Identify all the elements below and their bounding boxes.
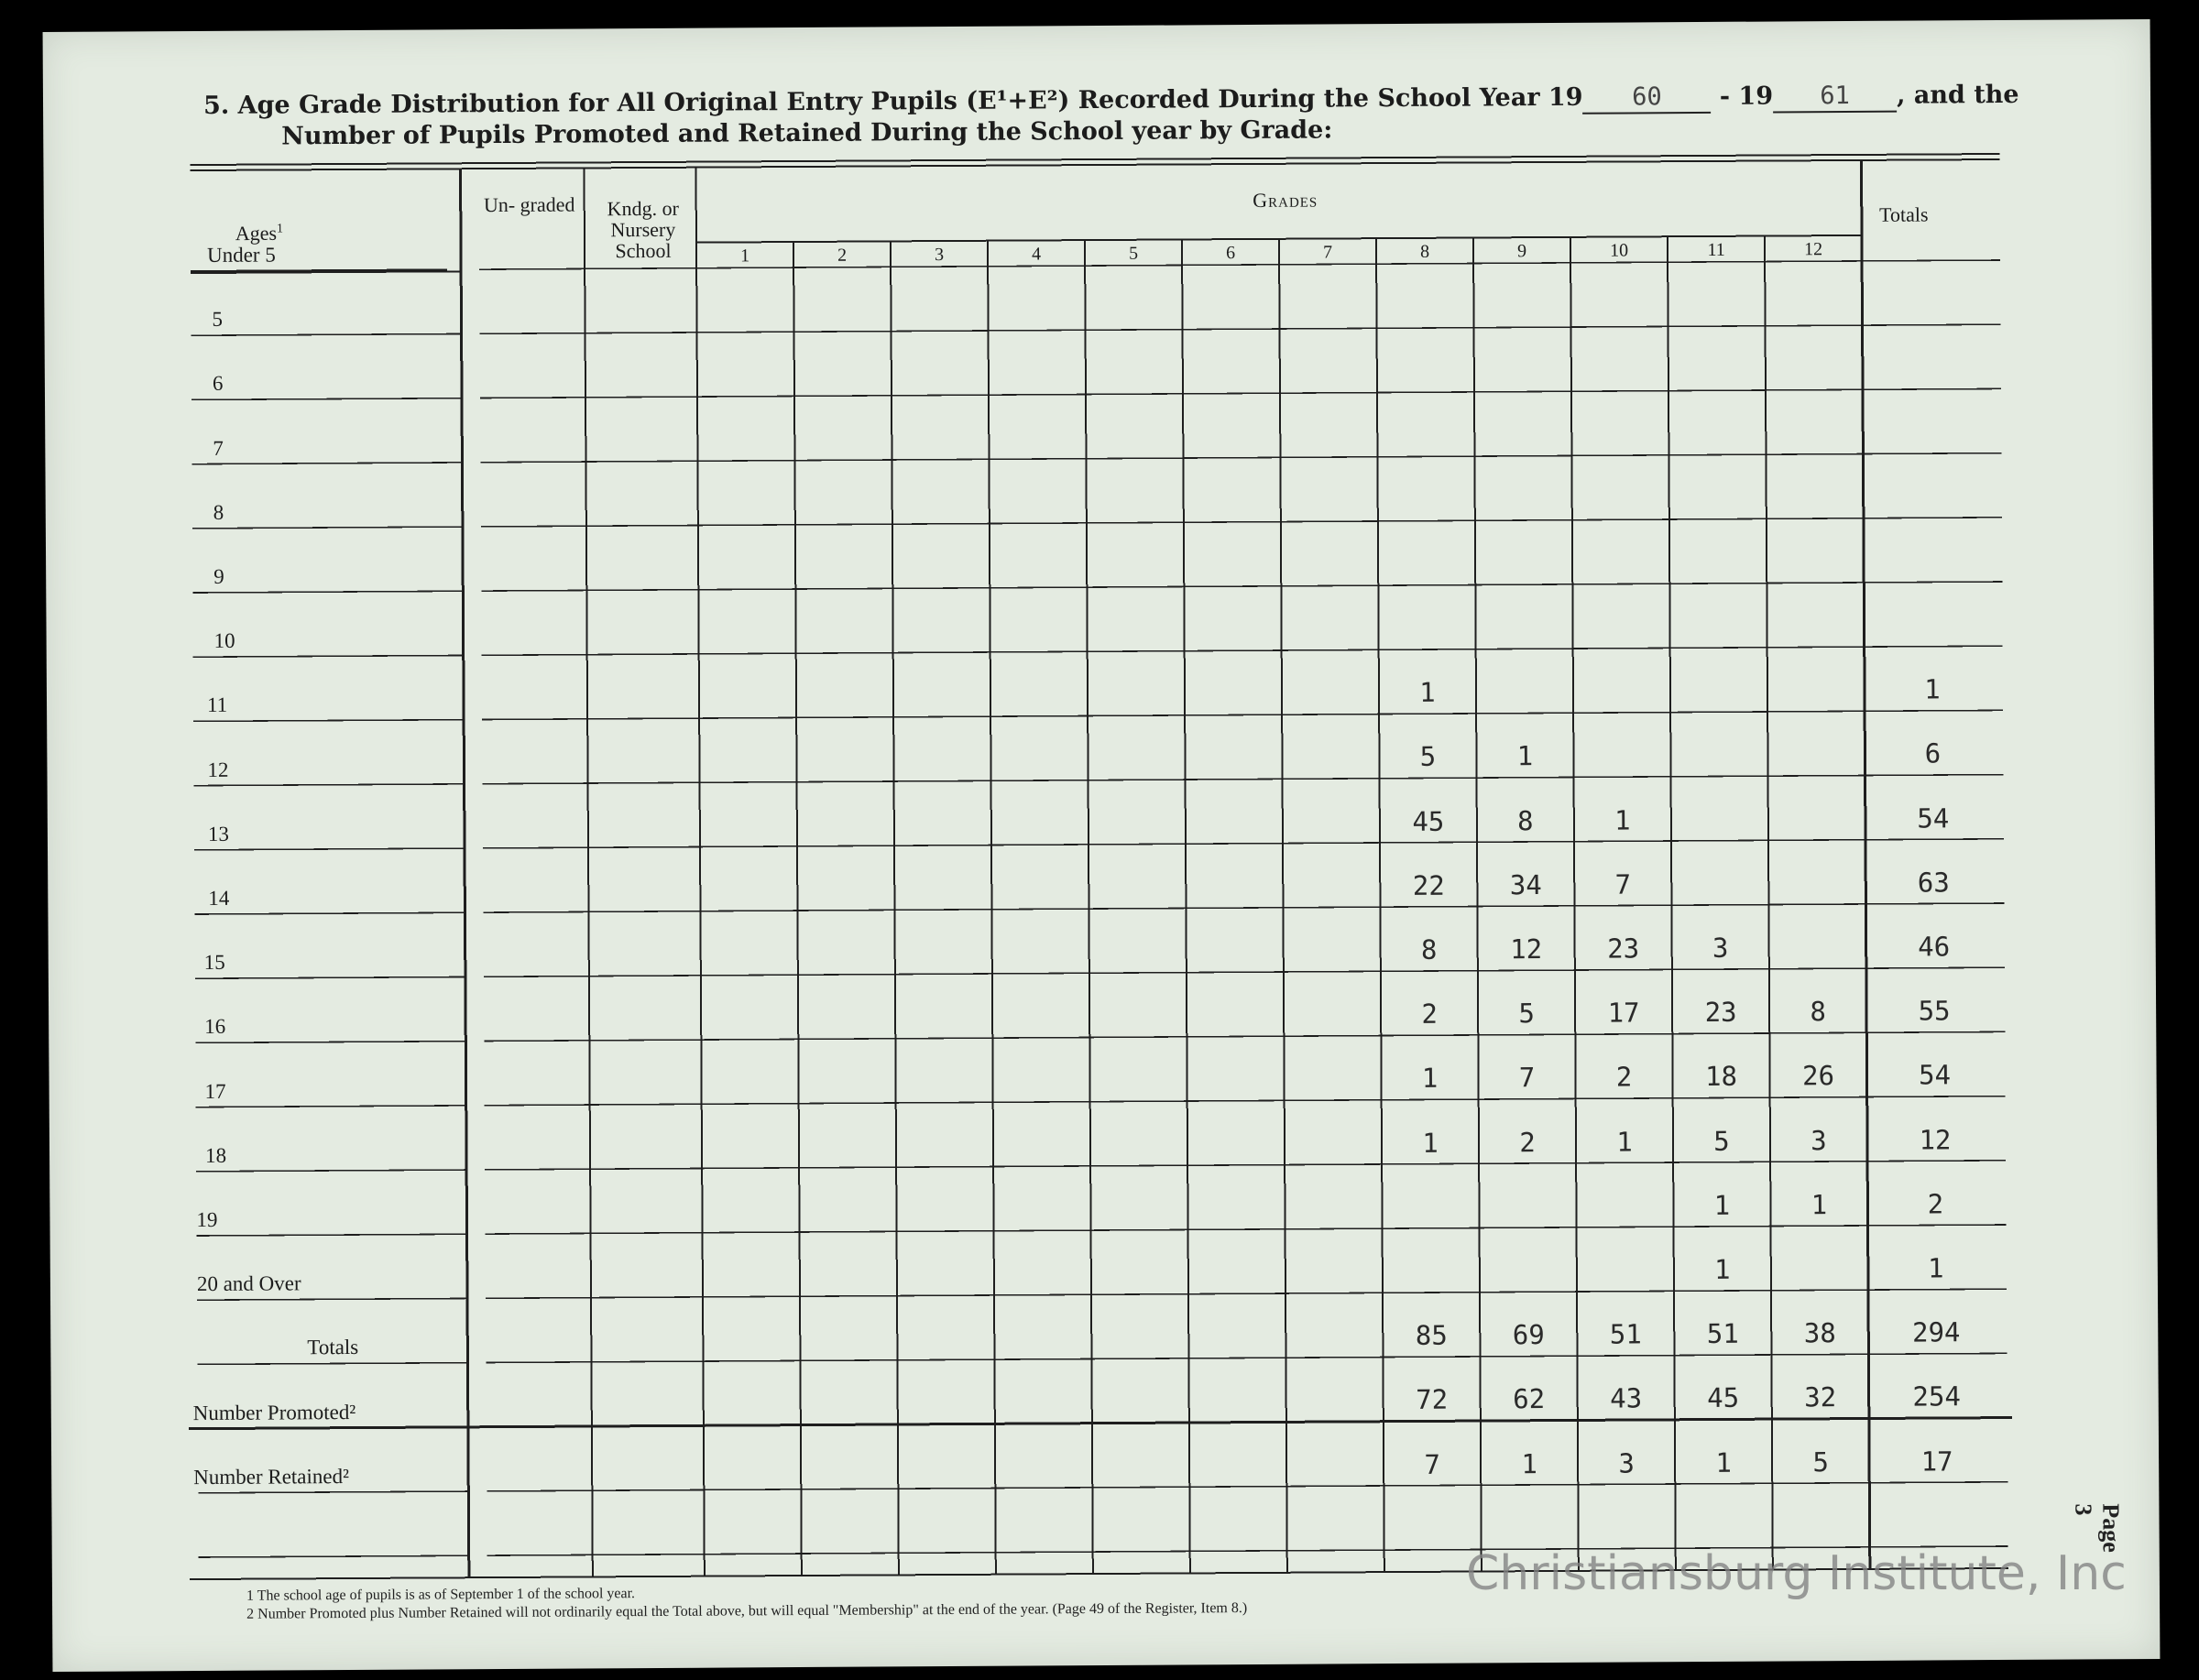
title-suffix: , and the [1896, 80, 2019, 110]
cell-value: 5 [1518, 998, 1535, 1030]
label-line-8 [194, 784, 465, 786]
row-line-4 [481, 518, 2002, 527]
row-total-value: 63 [1917, 867, 1950, 899]
cell-value: 43 [1610, 1382, 1643, 1415]
row-total-value: 54 [1917, 802, 1950, 835]
col-line-grade-7 [1376, 238, 1384, 1572]
cell-value: 51 [1609, 1318, 1642, 1350]
form-page [43, 19, 2161, 1672]
row-total-value: 2 [1927, 1188, 1944, 1220]
row-label: 11 [206, 693, 228, 717]
title-prefix: 5. Age Grade Distribution for All Original Entry Pupils (E¹+E²) Recorded During the School Year 19 [202, 82, 1583, 120]
row-line-17 [486, 1353, 2007, 1362]
label-line-11 [195, 976, 465, 978]
cell-value: 8 [1810, 996, 1826, 1028]
grade-number-4: 4 [1031, 244, 1042, 265]
cell-value: 1 [1715, 1446, 1732, 1478]
cell-value: 1 [1714, 1253, 1731, 1285]
row-line-10 [483, 903, 2004, 912]
cell-value: 5 [1419, 741, 1437, 773]
row-line-15 [486, 1225, 2007, 1234]
label-line-10 [194, 912, 465, 914]
label-line-19 [198, 1491, 468, 1493]
cell-value: 69 [1512, 1319, 1545, 1351]
year-start: 60 [1582, 82, 1711, 115]
label-line-9 [194, 848, 465, 850]
col-line-grade-11 [1765, 236, 1773, 1570]
row-total-value: 6 [1924, 737, 1942, 769]
totals-heavy-rule [189, 1418, 2012, 1429]
grade-number-2: 2 [837, 245, 848, 266]
row-label: 9 [213, 564, 224, 588]
label-line-15 [197, 1234, 467, 1236]
watermark: Christiansburg Institute, Inc [1466, 1546, 2127, 1601]
cell-value: 3 [1712, 932, 1729, 964]
row-line-19 [487, 1482, 2008, 1491]
cell-value: 1 [1521, 1447, 1537, 1479]
cell-value: 45 [1707, 1382, 1740, 1414]
cell-value: 1 [1419, 676, 1436, 709]
row-label: 13 [207, 822, 229, 845]
col-line-grade-8 [1473, 238, 1482, 1572]
label-line-5 [192, 591, 463, 593]
row-total-value: 54 [1918, 1059, 1952, 1091]
cell-value: 2 [1615, 1061, 1633, 1093]
row-label: 7 [213, 436, 224, 460]
ungraded-header: Un- graded [483, 192, 575, 217]
cell-value: 2 [1421, 998, 1438, 1031]
row-total-value: 294 [1911, 1316, 1961, 1348]
row-label: 8 [213, 500, 224, 524]
row-line-16 [486, 1289, 2007, 1298]
row-line-2 [480, 388, 2001, 398]
row-label: 16 [204, 1015, 226, 1039]
col-line-grade-1 [793, 242, 802, 1576]
cell-value: 17 [1607, 997, 1640, 1029]
row-line-6 [482, 646, 2003, 655]
cell-value: 1 [1516, 740, 1534, 772]
label-line-14 [196, 1170, 466, 1172]
cell-value: 8 [1517, 804, 1534, 836]
row-line-3 [480, 453, 2001, 463]
label-line-12 [195, 1042, 465, 1043]
col-line-grade-2 [891, 241, 899, 1575]
row-total-value: 46 [1918, 931, 1951, 963]
cell-value: 7 [1614, 868, 1632, 900]
cell-value: 72 [1416, 1384, 1449, 1416]
footnote-1: 1 The school age of pupils is as of September 1 of the school year. [246, 1586, 636, 1604]
totals-header: Totals [1878, 202, 1929, 226]
row-label: 15 [203, 951, 225, 975]
grade-number-8: 8 [1419, 241, 1430, 262]
grade-number-3: 3 [934, 245, 945, 266]
cell-value: 2 [1519, 1126, 1536, 1158]
row-total-value: 12 [1919, 1123, 1952, 1156]
grade-number-6: 6 [1225, 243, 1236, 264]
year-end: 61 [1773, 82, 1897, 114]
cell-value: 18 [1704, 1061, 1738, 1093]
title-line2: Number of Pupils Promoted and Retained During the School year by Grade: [281, 115, 1333, 151]
label-line-3 [191, 463, 462, 464]
row-label: Totals [307, 1336, 359, 1359]
grade-number-12: 12 [1803, 239, 1823, 260]
grade-number-9: 9 [1516, 241, 1527, 262]
row-label: 10 [213, 628, 235, 653]
row-label: Number Promoted² [192, 1400, 356, 1424]
ages-header: Ages$^1$ [235, 221, 284, 245]
col-line-grade-6 [1279, 239, 1287, 1573]
label-line-6 [193, 655, 464, 657]
cell-value: 22 [1412, 869, 1445, 901]
row-total-value: 1 [1927, 1252, 1944, 1284]
cell-value: 8 [1420, 933, 1438, 965]
row-label: Under 5 [206, 243, 276, 267]
title-sep: - 19 [1719, 82, 1774, 111]
grade-number-10: 10 [1609, 240, 1629, 261]
row-total-value: 55 [1918, 995, 1951, 1027]
row-label: 17 [204, 1079, 226, 1103]
row-line-5 [481, 582, 2002, 591]
row-line-9 [483, 839, 2004, 848]
table-grid [43, 19, 2161, 1672]
row-line-11 [484, 967, 2005, 976]
grade-number-11: 11 [1707, 239, 1725, 260]
row-line-8 [483, 775, 2004, 784]
cell-value: 12 [1510, 933, 1543, 965]
row-total-value: 17 [1920, 1445, 1953, 1478]
cell-value: 32 [1804, 1381, 1837, 1413]
cell-value: 3 [1618, 1447, 1635, 1479]
cell-value: 23 [1704, 996, 1737, 1029]
cell-value: 51 [1706, 1317, 1739, 1350]
grade-number-7: 7 [1322, 242, 1333, 263]
cell-value: 1 [1422, 1127, 1439, 1159]
label-line-17 [197, 1363, 467, 1365]
col-line-ungraded [584, 168, 592, 1576]
col-line-grade-3 [988, 241, 996, 1575]
cell-value: 38 [1803, 1317, 1836, 1349]
label-line-4 [192, 527, 463, 529]
row-total-value: 254 [1912, 1380, 1961, 1413]
cell-value: 85 [1415, 1319, 1448, 1352]
label-line-20 [199, 1555, 469, 1557]
col-line-kndg [695, 168, 704, 1576]
row-line-14 [485, 1161, 2006, 1170]
header-rule-top [190, 154, 1999, 165]
cell-value: 26 [1801, 1060, 1835, 1092]
cell-value: 1 [1713, 1189, 1731, 1221]
kindergarten-header: Kndg. or Nursery School [607, 196, 679, 263]
col-line-grade-10 [1668, 236, 1676, 1570]
grade-number-5: 5 [1128, 243, 1139, 264]
row-line-7 [482, 710, 2003, 719]
grades-header: Grades [1253, 188, 1318, 212]
page-label: Page 3 [2070, 1503, 2125, 1553]
label-line-2 [191, 398, 462, 400]
cell-value: 1 [1811, 1188, 1828, 1221]
cell-value: 45 [1412, 805, 1445, 837]
cell-value: 1 [1421, 1063, 1439, 1095]
cell-value: 7 [1424, 1448, 1440, 1480]
row-label: 14 [208, 886, 230, 910]
row-label: 18 [204, 1143, 227, 1167]
row-label: 12 [207, 758, 229, 781]
row-label: 5 [212, 308, 224, 332]
cell-value: 1 [1616, 1126, 1633, 1158]
row-label: 19 [196, 1207, 218, 1232]
cell-value: 62 [1513, 1383, 1546, 1415]
col-line-grades-end [1861, 160, 1869, 1569]
col-line-grade-9 [1570, 237, 1579, 1571]
cell-value: 5 [1812, 1445, 1829, 1478]
row-label: 20 and Over [196, 1271, 301, 1296]
col-line-grade-5 [1182, 239, 1190, 1573]
label-line-16 [197, 1298, 467, 1300]
label-line-13 [196, 1106, 466, 1107]
cell-value: 34 [1509, 868, 1542, 901]
row-label: 6 [212, 372, 224, 396]
cell-value: 1 [1614, 804, 1631, 836]
label-line-1 [191, 333, 462, 335]
col-line-grade-4 [1085, 240, 1093, 1574]
cell-value: 23 [1607, 933, 1640, 965]
footnote-2: 2 Number Promoted plus Number Retained will not ordinarily equal the Total above, but will equal "Membership" at the end of the year. (Page 49 of the Register, Item 8.) [246, 1600, 1248, 1622]
row-label: Number Retained² [193, 1464, 350, 1489]
row-line-1 [480, 324, 2001, 333]
row-line-12 [484, 1031, 2005, 1041]
row-line-13 [485, 1096, 2006, 1106]
cell-value: 7 [1518, 1062, 1536, 1094]
cell-value: 3 [1811, 1124, 1827, 1156]
cell-value: 5 [1713, 1125, 1730, 1157]
grade-number-1: 1 [739, 245, 750, 267]
label-line-7 [193, 720, 464, 722]
col-line-ages [460, 169, 468, 1577]
row-total-value: 1 [1924, 673, 1941, 705]
